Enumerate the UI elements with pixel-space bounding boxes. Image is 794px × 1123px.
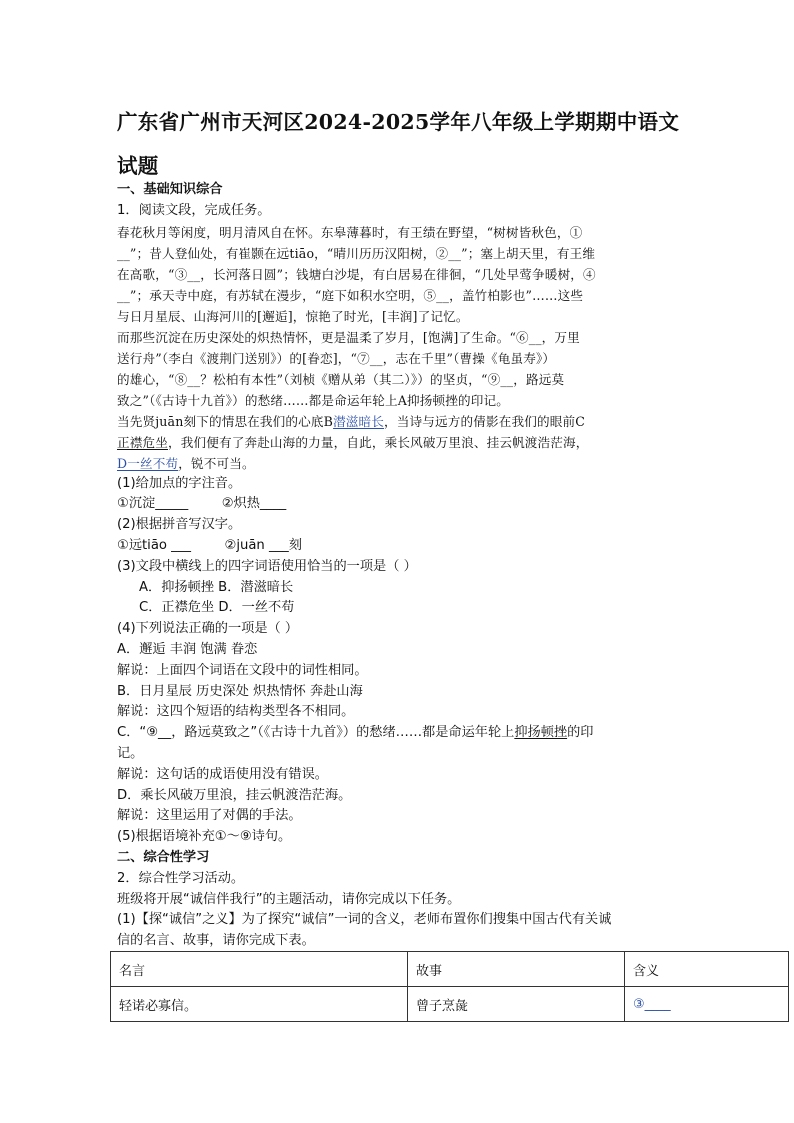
passage-line: 当先贤juān刻下的情思在我们的心底B潜滋暗长，当诗与远方的倩影在我们的眼前C xyxy=(117,413,585,429)
table-row xyxy=(111,987,789,1022)
table-header-row xyxy=(111,952,789,987)
question-2-text: 班级将开展“诚信伴我行”的主题活动，请你完成以下任务。 xyxy=(117,891,461,907)
title-line-1: 广东省广州市天河区2024-2025学年八年级上学期期中语文 xyxy=(117,110,680,134)
option-line: C．正襟危坐 D．一丝不苟 xyxy=(139,600,295,616)
table-header: 名言 xyxy=(111,952,408,987)
passage-line: 在高歌，“③__，长河落日圆”；钱塘白沙堤，有白居易在徘徊，“几处早莺争暖树，④ xyxy=(117,266,596,282)
option-a: A．邂逅 丰润 饱满 眷恋 xyxy=(117,641,258,657)
table-cell: 轻诺必寡信。 xyxy=(111,987,408,1022)
passage-line: 正襟危坐，我们便有了奔赴山海的力量，自此，乘长风破万里浪、挂云帆渡浩茫海， xyxy=(117,434,589,450)
table-header: 故事 xyxy=(408,952,625,987)
table-cell-blank[interactable]: ③____ xyxy=(625,987,789,1022)
passage-line: 而那些沉淀在历史深处的炽热情怀，更是温柔了岁月，[饱满]了生命。“⑥__，万里 xyxy=(117,329,580,345)
question-1-1-blanks: ①沉淀_____ ②炽热____ xyxy=(117,496,287,512)
explanation-d: 解说：这里运用了对偶的手法。 xyxy=(117,808,302,824)
passage-line: D一丝不苟，锐不可当。 xyxy=(117,455,255,471)
table-cell: 曾子烹彘 xyxy=(408,987,625,1022)
question-1-3: (3)文段中横线上的四字词语使用恰当的一项是（ ） xyxy=(117,558,417,574)
question-1-2-blanks: ①远tiāo ___ ②juān ___刻 xyxy=(117,537,302,553)
question-2-1-line-1: (1)【探“诚信”之义】为了探究“诚信”一词的含义，老师布置你们搜集中国古代有关诚 xyxy=(117,912,612,928)
question-1-5: (5)根据语境补充①～⑨诗句。 xyxy=(117,829,292,845)
passage-line: __”；昔人登仙处，有崔颢在远tiāo，“晴川历历汉阳树，②__”；塞上胡天里，有王维 xyxy=(117,245,596,261)
explanation-c: 解说：这句话的成语使用没有错误。 xyxy=(117,766,328,782)
question-2-1-line-2: 信的名言、故事，请你完成下表。 xyxy=(117,933,315,949)
exam-body xyxy=(117,180,687,952)
underlined-idiom-c: 正襟危坐 xyxy=(117,434,168,450)
option-b: B．日月星辰 历史深处 炽热情怀 奔赴山海 xyxy=(117,683,363,699)
question-2-intro: 2．综合性学习活动。 xyxy=(117,870,245,886)
page-title xyxy=(117,100,717,188)
explanation-b: 解说：这四个短语的结构类型各不相同。 xyxy=(117,704,355,720)
passage-line: 春花秋月等闲度，明月清风自在怀。东皋薄暮时，有王绩在野望，“树树皆秋色，① xyxy=(117,224,583,240)
passage-line: 送行舟”（李白《渡荆门送别》）的[眷恋]，“⑦__，志在千里”（曹操《龟虽寿》） xyxy=(117,350,556,366)
question-1-2: (2)根据拼音写汉字。 xyxy=(117,517,242,533)
underlined-idiom-d: D一丝不苟 xyxy=(117,455,179,471)
question-1-intro: 1．阅读文段，完成任务。 xyxy=(117,202,271,218)
passage-line: 的雄心，“⑧__？松柏有本性”（刘桢《赠从弟（其二）》）的坚贞，“⑨__，路远莫 xyxy=(117,371,565,387)
option-line: A．抑扬顿挫 B．潜滋暗长 xyxy=(139,579,294,595)
option-d: D．乘长风破万里浪，挂云帆渡浩茫海。 xyxy=(117,787,352,803)
reading-passage xyxy=(117,222,687,474)
question-1-4: (4)下列说法正确的一项是（ ） xyxy=(117,621,299,637)
title-line-2: 试题 xyxy=(117,154,159,178)
option-c-continued: 记。 xyxy=(117,745,144,761)
passage-line: 与日月星辰、山海河川的[邂逅]，惊艳了时光，[丰润]了记忆。 xyxy=(117,308,469,324)
explanation-a: 解说：上面四个词语在文段中的词性相同。 xyxy=(117,662,368,678)
passage-line: 致之”（《古诗十九首》）的愁绪……都是命运年轮上A抑扬顿挫的印记。 xyxy=(117,392,509,408)
table-header: 含义 xyxy=(625,952,789,987)
section-1-heading: 一、基础知识综合 xyxy=(117,182,223,197)
underlined-idiom-b: 潜滋暗长 xyxy=(333,413,385,429)
question-1-1: (1)给加点的字注音。 xyxy=(117,475,242,491)
sayings-table xyxy=(110,951,789,1022)
section-2-heading: 二、综合性学习 xyxy=(117,849,210,865)
option-c: C．“⑨__，路远莫致之”（《古诗十九首》）的愁绪……都是命运年轮上抑扬顿挫的印 xyxy=(117,725,594,741)
underlined-idiom: 抑扬顿挫 xyxy=(514,725,568,741)
passage-line: __”；承天寺中庭，有苏轼在漫步，“庭下如积水空明，⑤__，盖竹柏影也”……这些 xyxy=(117,287,584,303)
